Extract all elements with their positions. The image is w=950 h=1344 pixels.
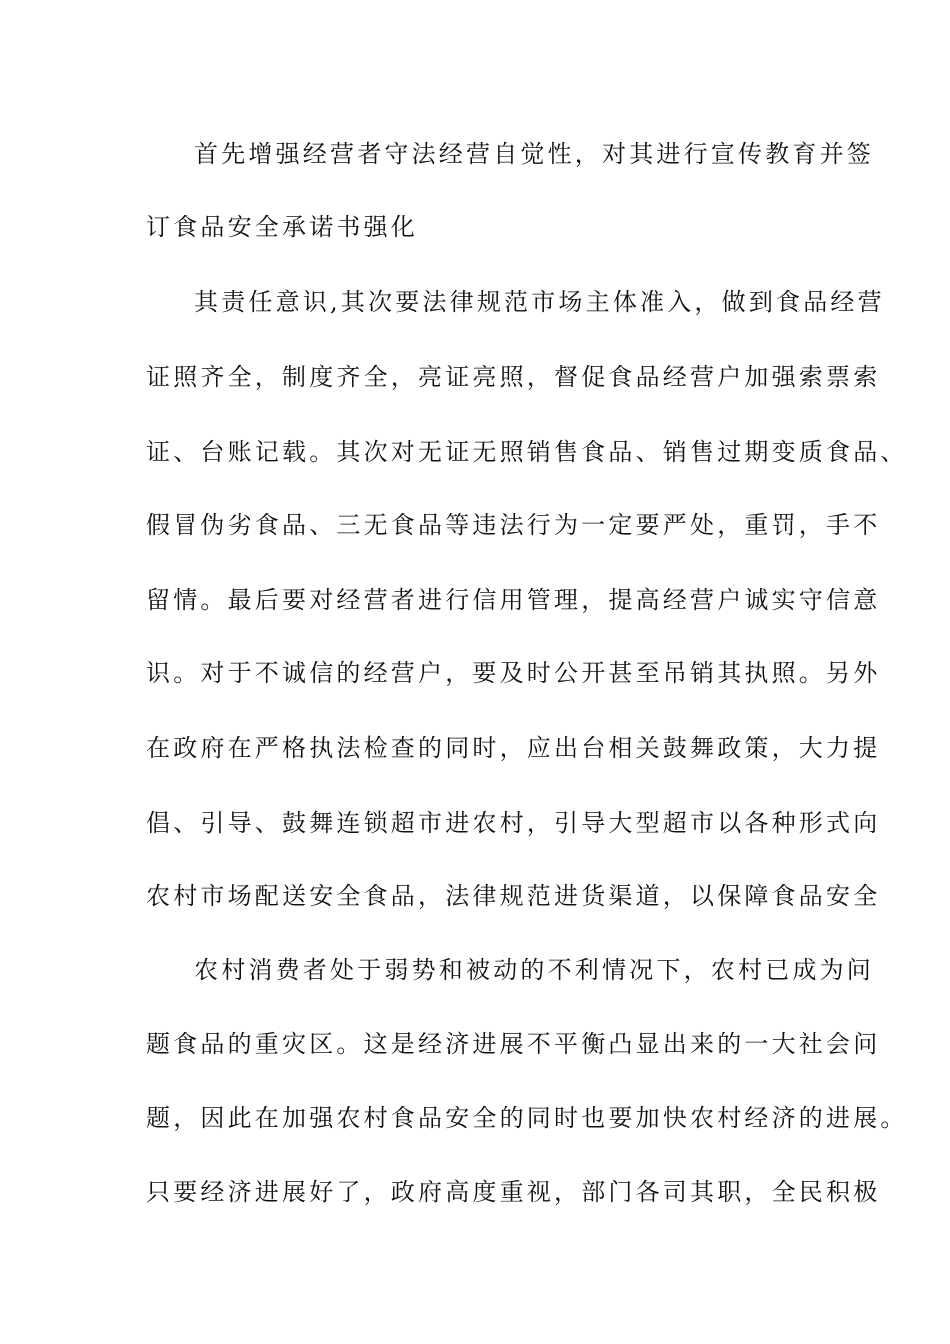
- text-line: 只要经济进展好了，政府高度重视，部门各司其职，全民积极: [146, 1178, 881, 1206]
- text-line: 其责任意识,其次要法律规范市场主体准入，做到食品经营: [194, 288, 885, 316]
- text-line: 首先增强经营者守法经营自觉性，对其进行宣传教育并签: [194, 140, 874, 168]
- text-line: 农村市场配送安全食品，法律规范进货渠道，以保障食品安全: [146, 882, 881, 910]
- text-line: 留情。最后要对经营者进行信用管理，提高经营户诚实守信意: [146, 586, 881, 614]
- text-line: 证、台账记载。其次对无证无照销售食品、销售过期变质食品、: [146, 438, 908, 466]
- text-line: 识。对于不诚信的经营户，要及时公开甚至吊销其执照。另外: [146, 659, 881, 687]
- text-line: 题食品的重灾区。这是经济进展不平衡凸显出来的一大社会问: [146, 1030, 881, 1058]
- text-line: 假冒伪劣食品、三无食品等违法行为一定要严处，重罚，手不: [146, 511, 881, 539]
- text-line: 证照齐全，制度齐全，亮证亮照，督促食品经营户加强索票索: [146, 363, 881, 391]
- text-line: 题，因此在加强农村食品安全的同时也要加快农村经济的进展。: [146, 1104, 908, 1132]
- text-line: 在政府在严格执法检查的同时，应出台相关鼓舞政策，大力提: [146, 734, 881, 762]
- text-line: 订食品安全承诺书强化: [146, 213, 418, 241]
- text-line: 倡、引导、鼓舞连锁超市进农村，引导大型超市以各种形式向: [146, 809, 881, 837]
- text-line: 农村消费者处于弱势和被动的不利情况下，农村已成为问: [194, 956, 874, 984]
